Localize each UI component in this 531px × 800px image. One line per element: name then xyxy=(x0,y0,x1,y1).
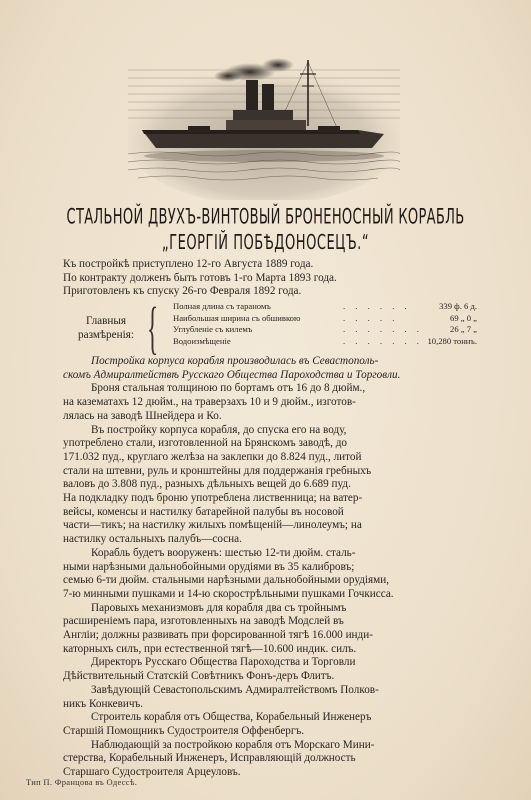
intro-line: По контракту долженъ быть готовъ 1-го Марта 1893 года. xyxy=(63,271,337,284)
paragraph-armor: Броня стальная толщиною по бортамъ отъ 16 до 8 дюйм., на казематахъ 12 дюйм., на траверзахъ 10 и 9 дюйм., изготов- лялась на заводѣ Шнейдера и Ко. xyxy=(63,382,366,422)
paragraph-armament: Корабль будетъ вооруженъ: шестью 12-ти дюйм. сталь- ными нарѣзными дальнобойными орудіями въ 35 калибровъ; семью 6-ти дюйм. стальными нарѣзными дальнобойными орудіями, 7-ю минными пушками и 14-ю скорострѣльными пушками Гочкисса. xyxy=(63,546,394,600)
paragraph-supervisor: Наблюдающій за постройкою корабля отъ Морскаго Мини- стерства, Корабельный Инженеръ, Исправляющій должность Старшаго Судостроителя Арцеуловъ. xyxy=(63,738,375,779)
paragraph-director: Директоръ Русскаго Общества Пароходства и Торговли Дѣйствительный Статскій Совѣтникъ Фонъ-деръ Флитъ. xyxy=(63,656,356,683)
dimensions-label: Главныя размѣренія: xyxy=(78,315,134,341)
intro-line: Приготовленъ къ спуску 26-го Февраля 1892 года. xyxy=(63,285,302,298)
intro-line: Къ постройкѣ приступлено 12-го Августа 1889 года. xyxy=(63,258,314,270)
brace-symbol: { xyxy=(147,295,159,360)
paragraph-construction: Постройка корпуса корабля производилась въ Севастополь- скомъ Адмиралтействѣ Русскаго Общества Пароходства и Торговли. xyxy=(63,355,401,381)
paragraph-machinery: Паровыхъ механизмовъ для корабля два съ тройнымъ расширеніемъ пара, изготовленныхъ на заводѣ Модслей въ Англіи; должны развивать при форсированной тягѣ 16.000 инди- каторныхъ силъ, при естественной тягѣ—10.600 индик. силъ. xyxy=(63,601,373,655)
intro-block xyxy=(63,258,477,299)
dimension-row: Углубленіе съ килемъ . . . . . . . 26 „ 7 „ xyxy=(173,324,477,335)
dimensions-list xyxy=(173,301,477,347)
paragraph-builder: Строитель корабля отъ Общества, Корабельный Инженеръ Старшій Помощникъ Судостроителя Оффенбергъ. xyxy=(63,711,372,737)
main-text xyxy=(63,355,477,780)
ship-name-title: „ГЕОРГІЙ ПОБѢДОНОСЕЦЪ.“ xyxy=(161,232,370,255)
ship-engraving xyxy=(128,50,400,200)
paragraph-admiralty-head: Завѣдующій Севастопольскимъ Адмиралтействомъ Полков- никъ Конкевичъ. xyxy=(63,683,379,710)
dimension-row: Водоизмѣщеніе . . . . . . . . 10,280 тоннъ. xyxy=(173,335,477,346)
document-title: СТАЛЬНОЙ ДВУХЪ-ВИНТОВЫЙ БРОНЕНОСНЫЙ КОРАБЛЬ xyxy=(66,206,465,230)
battleship-illustration xyxy=(128,50,400,200)
dimension-row: Полная длина съ тараномъ . . . . . . 339 ф. 6 д. xyxy=(173,301,477,311)
paragraph-materials: Въ постройку корпуса корабля, до спуска его на воду, употреблено стали, изготовленной на Брянскомъ заводѣ, до 171.032 пуд., круглаго желѣза на заклепки до 8.824 пуд., литой стали на штевни, руль и кронштейны для поддержанія гребныхъ валовъ до 3.808 пуд., разныхъ дѣльныхъ вещей до 6.689 пуд. На подкладку подъ броню употреблена лиственница; на ватер- вейсы, коменсы и настилку батарейной палубы въ носовой части—тикъ; на настилку жилыхъ помѣщеній—линолеумъ; на настилку остальныхъ палубъ—сосна. xyxy=(63,423,372,546)
dimension-row: Наибольшая ширина съ обшивкою . . . . . 69 „ 0 „ xyxy=(173,312,477,323)
printer-imprint: Тип П. Францова въ Одессѣ. xyxy=(26,777,138,787)
